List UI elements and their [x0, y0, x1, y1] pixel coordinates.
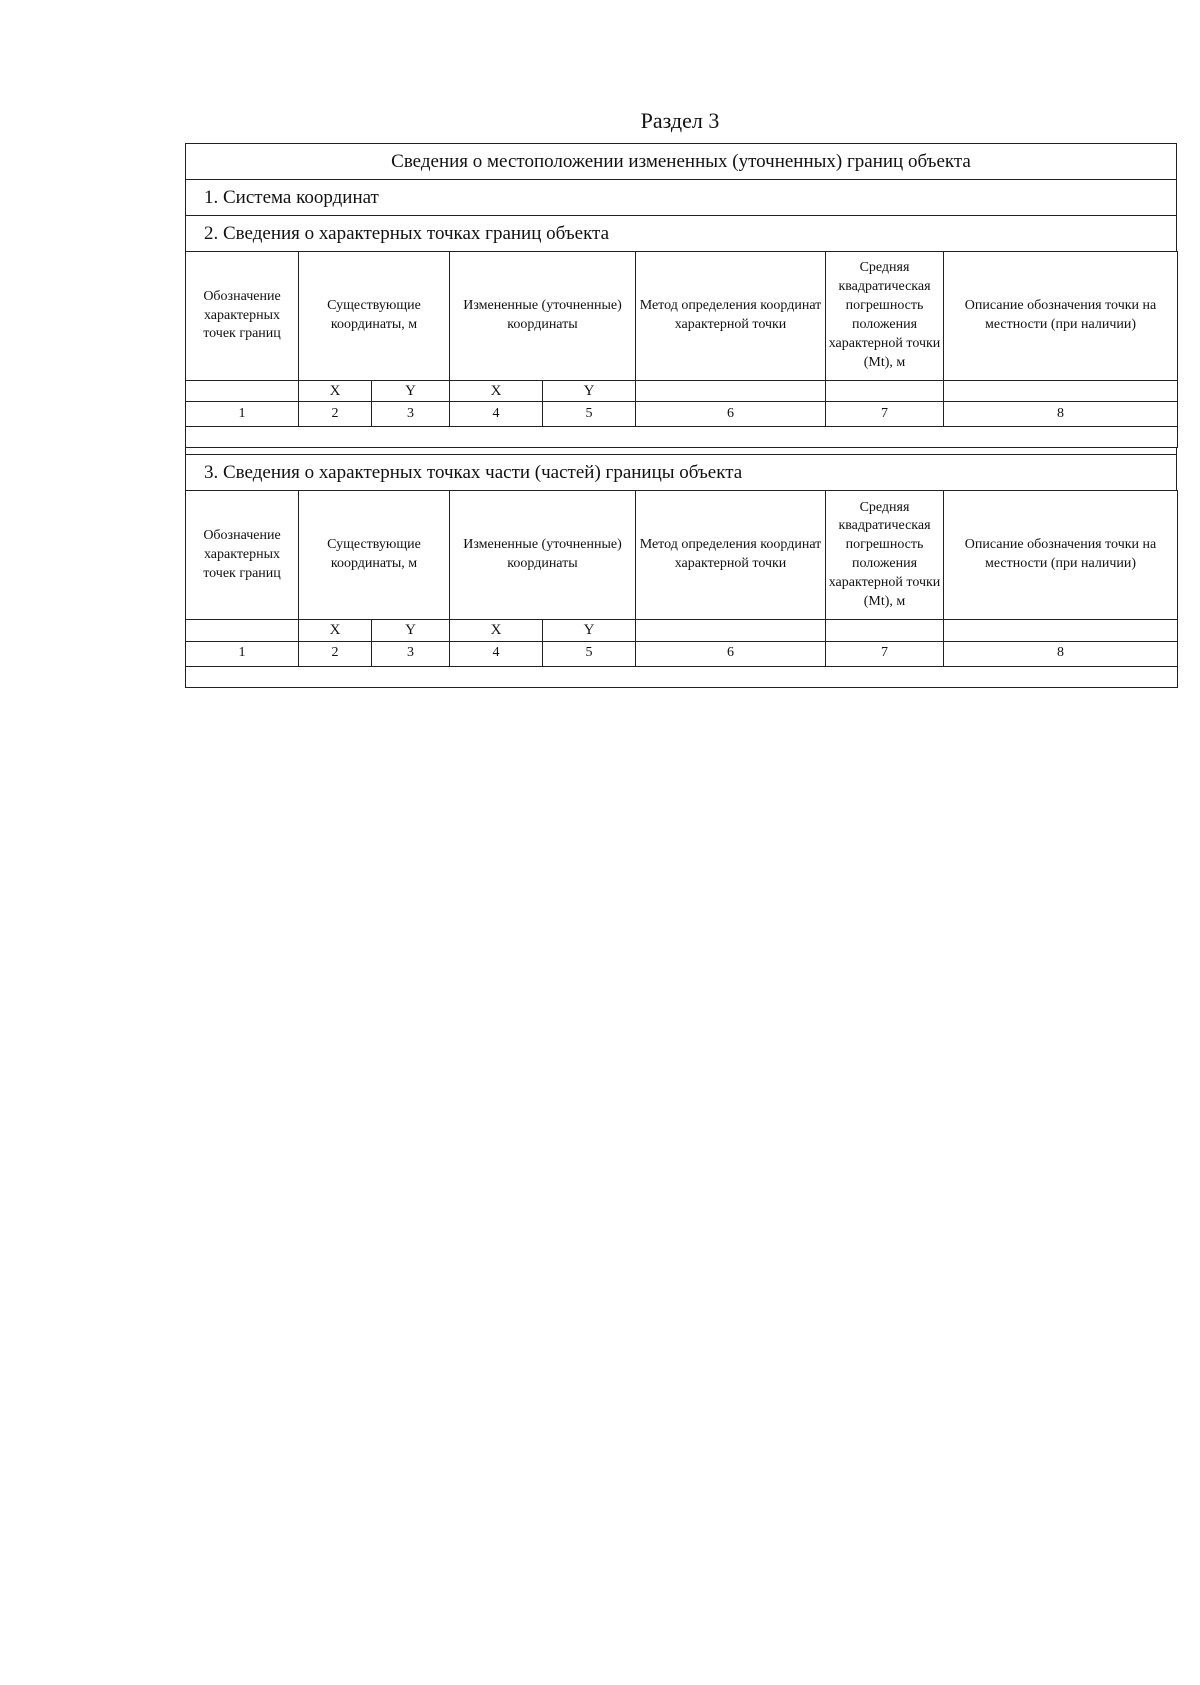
- header-y: Y: [372, 381, 450, 402]
- empty-cell: [636, 381, 826, 402]
- header-x: X: [299, 381, 372, 402]
- header-x: X: [450, 620, 543, 641]
- column-number: 4: [450, 641, 543, 666]
- empty-cell: [944, 381, 1178, 402]
- header-y: Y: [543, 620, 636, 641]
- header-y: Y: [372, 620, 450, 641]
- header-description: Описание обозначения точки на местности (при наличии): [944, 491, 1178, 620]
- column-number: 5: [543, 402, 636, 427]
- empty-data-row: [186, 666, 1178, 687]
- header-method: Метод определения координат характерной точки: [636, 252, 826, 381]
- header-y: Y: [543, 381, 636, 402]
- header-mt-error: Средняя квадратическая погрешность положения характерной точки (Mt), м: [826, 491, 944, 620]
- block1-table: [185, 251, 1178, 448]
- header-changed-coords: Измененные (уточненные) координаты: [450, 252, 636, 381]
- column-number: 4: [450, 402, 543, 427]
- column-number: 3: [372, 641, 450, 666]
- column-number: 7: [826, 402, 944, 427]
- boundary-form: [185, 143, 1177, 688]
- column-number: 2: [299, 641, 372, 666]
- header-description: Описание обозначения точки на местности (при наличии): [944, 252, 1178, 381]
- column-number: 3: [372, 402, 450, 427]
- column-number: 1: [186, 641, 299, 666]
- column-number: 2: [299, 402, 372, 427]
- empty-cell: [826, 381, 944, 402]
- column-number: 5: [543, 641, 636, 666]
- block2-title: 3. Сведения о характерных точках части (частей) границы объекта: [185, 454, 1177, 490]
- empty-cell: [186, 620, 299, 641]
- header-point-designation: Обозначение характерных точек границ: [186, 491, 299, 620]
- block1-title: 2. Сведения о характерных точках границ объекта: [185, 215, 1177, 251]
- header-existing-coords: Существующие координаты, м: [299, 252, 450, 381]
- header-mt-error: Средняя квадратическая погрешность положения характерной точки (Mt), м: [826, 252, 944, 381]
- header-changed-coords: Измененные (уточненные) координаты: [450, 491, 636, 620]
- header-x: X: [299, 620, 372, 641]
- coord-system-row: 1. Система координат: [185, 179, 1177, 215]
- empty-data-row: [186, 427, 1178, 448]
- column-number: 6: [636, 402, 826, 427]
- column-number: 7: [826, 641, 944, 666]
- empty-cell: [826, 620, 944, 641]
- header-existing-coords: Существующие координаты, м: [299, 491, 450, 620]
- empty-cell: [636, 620, 826, 641]
- column-number: 8: [944, 641, 1178, 666]
- header-method: Метод определения координат характерной точки: [636, 491, 826, 620]
- column-number: 1: [186, 402, 299, 427]
- block2-table: [185, 490, 1178, 687]
- column-number: 8: [944, 402, 1178, 427]
- header-point-designation: Обозначение характерных точек границ: [186, 252, 299, 381]
- main-title: Сведения о местоположении измененных (уточненных) границ объекта: [185, 143, 1177, 179]
- section-title: Раздел 3: [640, 108, 720, 133]
- column-number: 6: [636, 641, 826, 666]
- header-x: X: [450, 381, 543, 402]
- empty-cell: [944, 620, 1178, 641]
- empty-cell: [186, 381, 299, 402]
